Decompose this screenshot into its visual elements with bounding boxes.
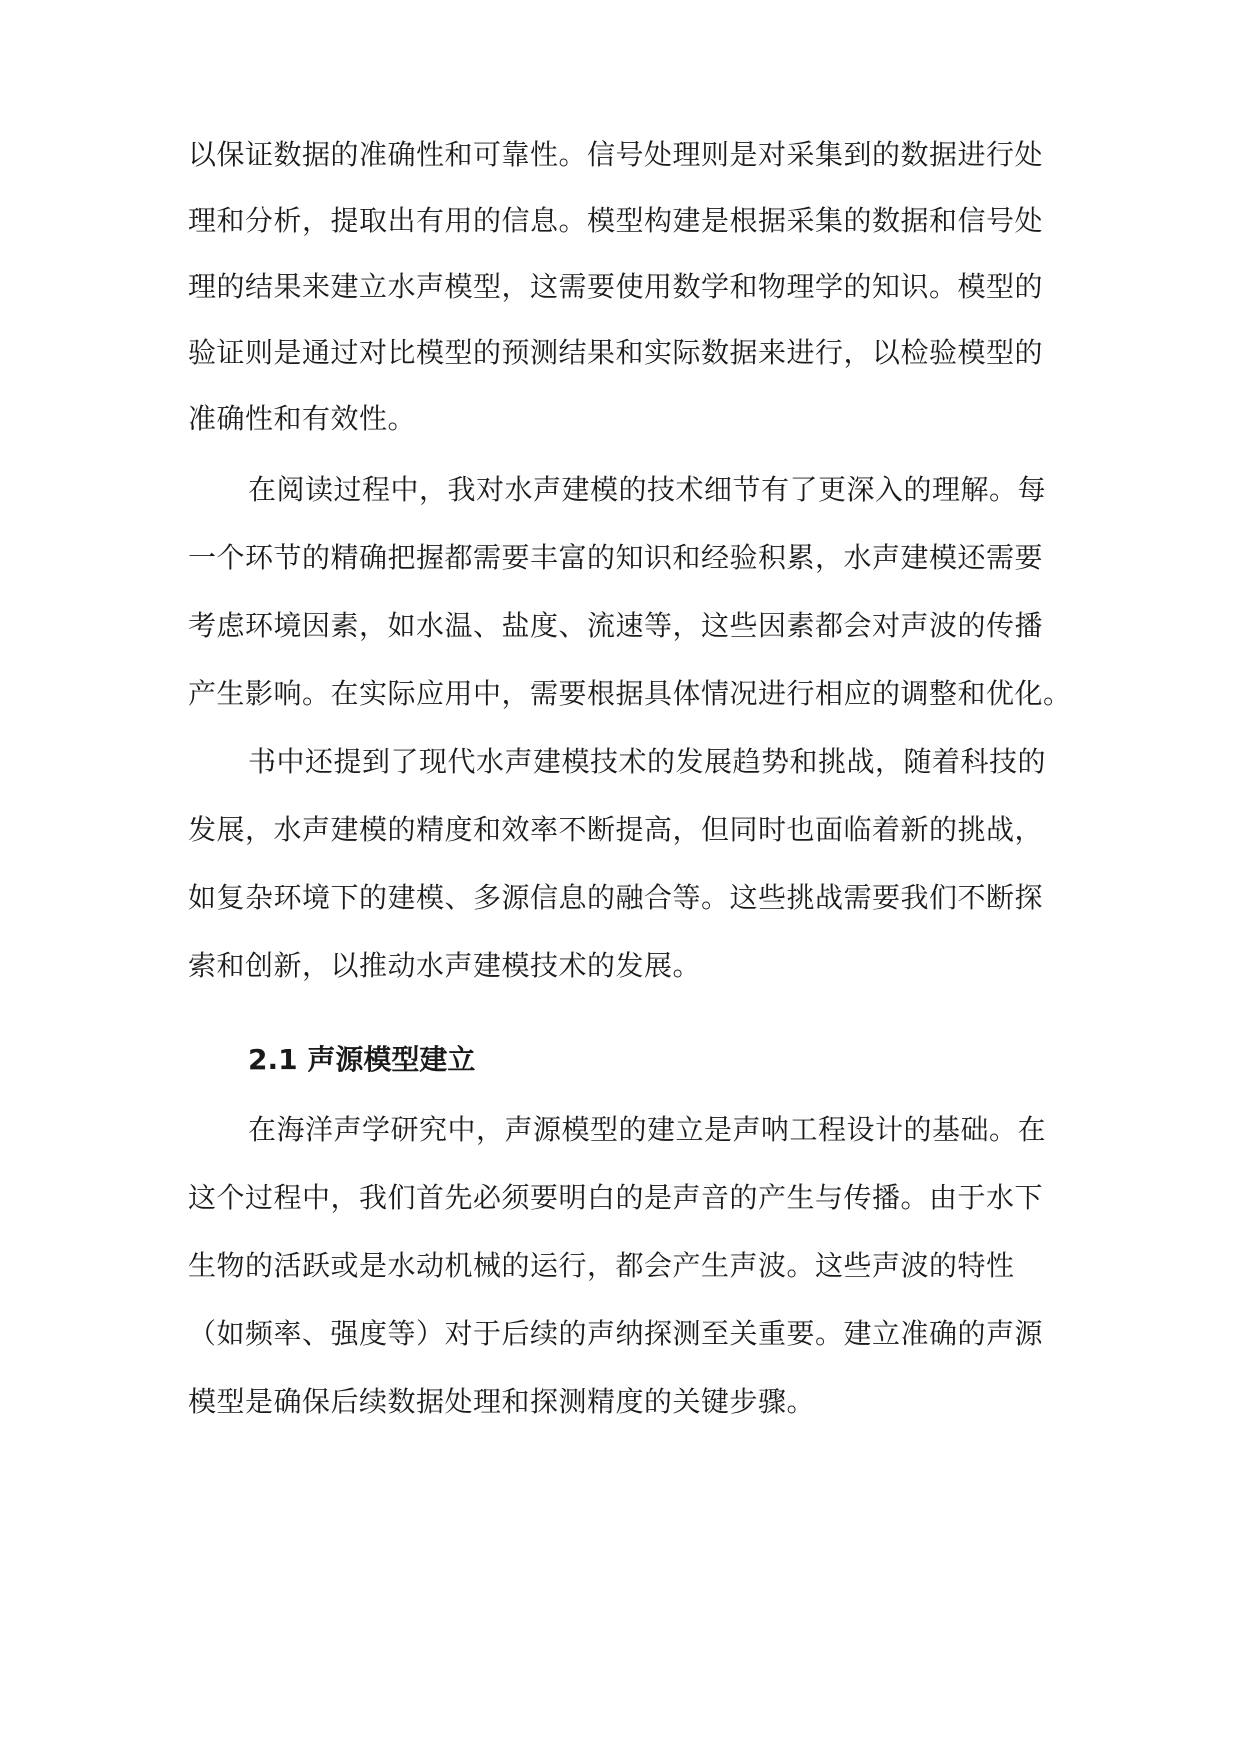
section-paragraph-line-2: 这个过程中，我们首先必须要明白的是声音的产生与传播。由于水下 [188, 1181, 1044, 1214]
paragraph-1-line-4: 验证则是通过对比模型的预测结果和实际数据来进行，以检验模型的 [188, 336, 1044, 369]
section-paragraph-line-5: 模型是确保后续数据处理和探测精度的关键步骤。 [188, 1385, 816, 1418]
paragraph-2-line-4: 产生影响。在实际应用中，需要根据具体情况进行相应的调整和优化。 [188, 677, 1072, 710]
paragraph-1-line-3: 理的结果来建立水声模型，这需要使用数学和物理学的知识。模型的 [188, 270, 1044, 303]
paragraph-3-line-2: 发展，水声建模的精度和效率不断提高，但同时也面临着新的挑战， [188, 813, 1044, 846]
section-heading: 2.1 声源模型建立 [248, 1043, 476, 1076]
paragraph-3-line-3: 如复杂环境下的建模、多源信息的融合等。这些挑战需要我们不断探 [188, 881, 1044, 914]
paragraph-2-line-2: 一个环节的精确把握都需要丰富的知识和经验积累，水声建模还需要 [188, 541, 1044, 574]
paragraph-3-line-4: 索和创新，以推动水声建模技术的发展。 [188, 949, 702, 982]
paragraph-1-line-1: 以保证数据的准确性和可靠性。信号处理则是对采集到的数据进行处 [188, 138, 1044, 171]
paragraph-1-line-5: 准确性和有效性。 [188, 402, 417, 435]
section-paragraph-line-1: 在海洋声学研究中，声源模型的建立是声呐工程设计的基础。在 [248, 1113, 1047, 1146]
section-paragraph-line-4: （如频率、强度等）对于后续的声纳探测至关重要。建立准确的声源 [188, 1317, 1044, 1350]
paragraph-2-line-3: 考虑环境因素，如水温、盐度、流速等，这些因素都会对声波的传播 [188, 609, 1044, 642]
paragraph-3-line-1: 书中还提到了现代水声建模技术的发展趋势和挑战，随着科技的 [248, 745, 1047, 778]
paragraph-2-line-1: 在阅读过程中，我对水声建模的技术细节有了更深入的理解。每 [248, 473, 1047, 506]
paragraph-1-line-2: 理和分析，提取出有用的信息。模型构建是根据采集的数据和信号处 [188, 204, 1044, 237]
section-paragraph-line-3: 生物的活跃或是水动机械的运行，都会产生声波。这些声波的特性 [188, 1249, 1015, 1282]
